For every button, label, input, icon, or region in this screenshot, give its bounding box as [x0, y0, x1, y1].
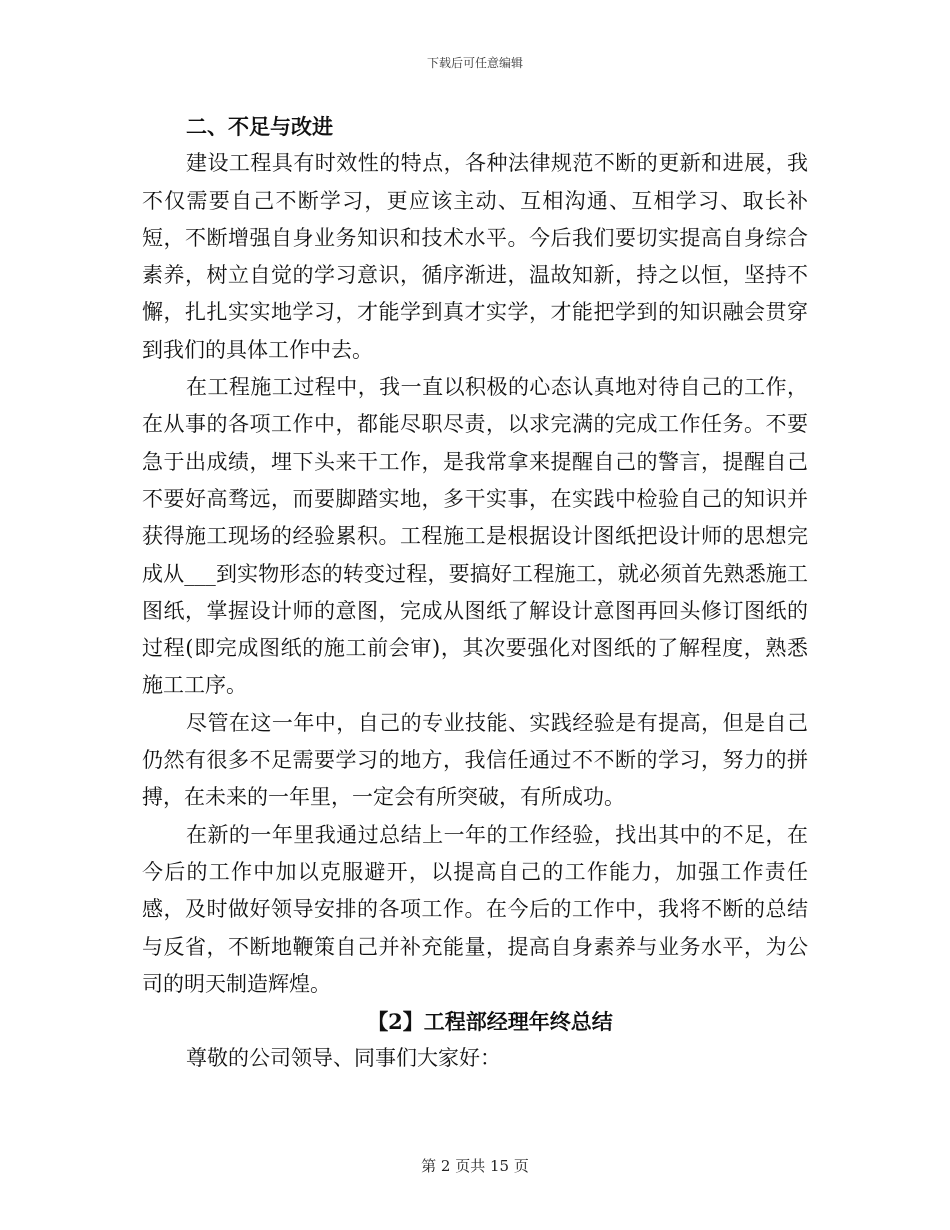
document-body [142, 108, 808, 1078]
paragraph-4: 在新的一年里我通过总结上一年的工作经验，找出其中的不足，在今后的工作中加以克服避开，以提高自己的工作能力，加强工作责任感，及时做好领导安排的各项工作。在今后的工作中，我将不断的总结与反省，不断地鞭策自己并补充能量，提高自身素养与业务水平，为公司的明天制造辉煌。 [142, 822, 808, 996]
page-number: 第 2 页共 15 页 [421, 1157, 529, 1175]
paragraph-1: 建设工程具有时效性的特点，各种法律规范不断的更新和进展，我不仅需要自己不断学习，更应该主动、互相沟通、互相学习、取长补短，不断增强自身业务知识和技术水平。今后我们要切实提高自身综合素养，树立自觉的学习意识，循序渐进，温故知新，持之以恒，坚持不懈，扎扎实实地学习，才能学到真才实学，才能把学到的知识融会贯穿到我们的具体工作中去。 [142, 151, 808, 362]
paragraph-3: 尽管在这一年中，自己的专业技能、实践经验是有提高，但是自己仍然有很多不足需要学习的地方，我信任通过不不断的学习，努力的拼搏，在未来的一年里，一定会有所突破，有所成功。 [142, 710, 808, 810]
section-title: 【2】工程部经理年终总结 [367, 1009, 613, 1035]
page-header-note: 下载后可任意编辑 [426, 56, 523, 70]
greeting-line: 尊敬的公司领导、同事们大家好： [186, 1046, 501, 1071]
paragraph-2: 在工程施工过程中，我一直以积极的心态认真地对待自己的工作，在从事的各项工作中，都能尽职尽责，以求完满的完成工作任务。不要急于出成绩，埋下头来干工作，是我常拿来提醒自己的警言，提醒自己不要好高骛远，而要脚踏实地，多干实事，在实践中检验自己的知识并获得施工现场的经验累积。工程施工是根据设计图纸把设计师的思想完成从___到实物形态的转变过程，要搞好工程施工，就必须首先熟悉施工图纸，掌握设计师的意图，完成从图纸了解设计意图再回头修订图纸的过程(即完成图纸的施工前会审)，其次要强化对图纸的了解程度，熟悉施工工序。 [142, 375, 808, 698]
section-heading: 二、不足与改进 [186, 114, 333, 139]
